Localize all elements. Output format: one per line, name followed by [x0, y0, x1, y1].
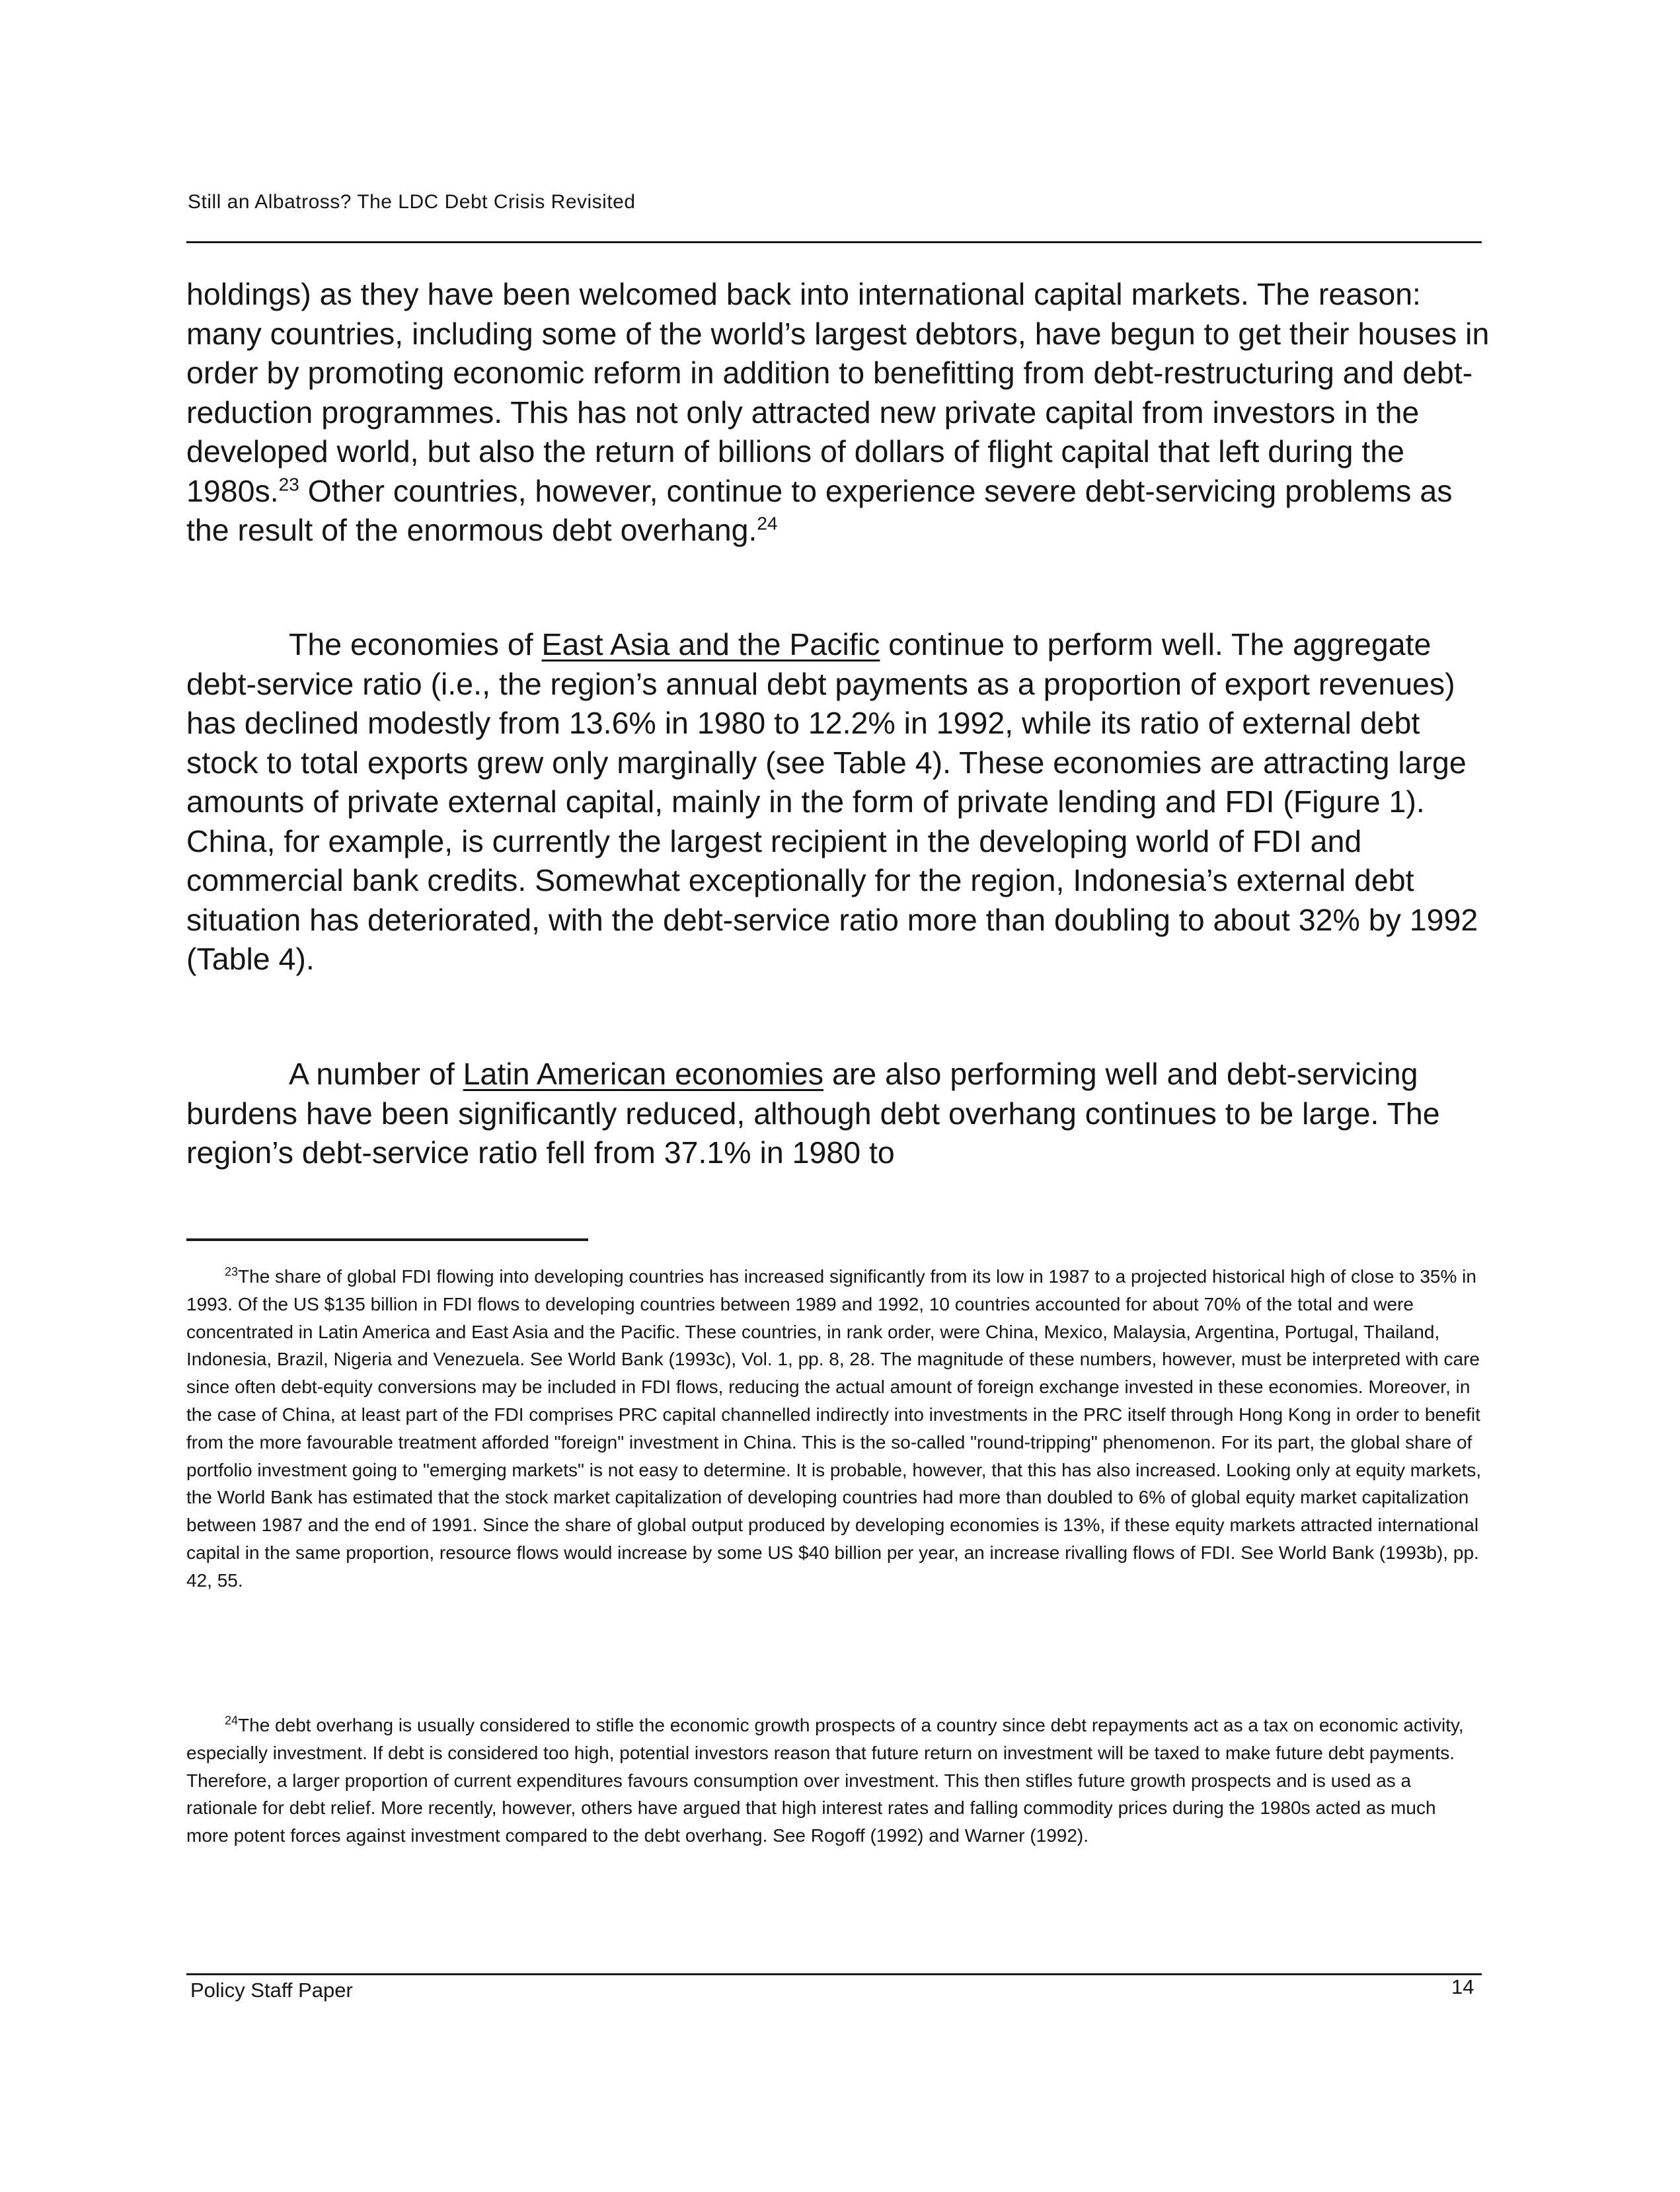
footnote-separator [186, 1238, 588, 1241]
region-heading-latin-america: Latin American economies [463, 1057, 824, 1091]
footnote-24-text: The debt overhang is usually considered to stifle the economic growth prospects of a country since debt repayments act as a tax on economic activity, especially investment. If debt is considered too high, potential investors reason that future return on investment will be taxed to make future debt payments. Therefore, a larger proportion of current expenditures favours consumption over investment. This then stifles future growth prospects and is used as a rationale for debt relief. More recently, however, others have argued that high interest rates and falling commodity prices during the 1980s acted as much more potent forces against investment compared to the debt overhang. See Rogoff (1992) and Warner (1992). [186, 1715, 1464, 1846]
footnote-23 [186, 1263, 1482, 1595]
footer-publication: Policy Staff Paper [190, 1979, 353, 2002]
paragraph-1-text-b: Other countries, however, continue to experience severe debt-servicing problems as the result of the enormous debt overhang. [186, 473, 1453, 547]
paragraph-3-text-b: are also performing well and debt-servicing burdens have been significantly reduced, although debt overhang continues to be large. The region’s debt-service ratio fell from 37.1% in 1980 to [186, 1057, 1440, 1170]
footer-rule [186, 1973, 1482, 1975]
footnote-23-mark: 23 [225, 1265, 239, 1279]
region-heading-east-asia: East Asia and the Pacific [541, 627, 880, 661]
footnote-24-mark: 24 [225, 1714, 239, 1727]
footnote-ref-23: 23 [278, 474, 299, 494]
paragraph-3 [186, 1055, 1492, 1173]
footnote-23-text: The share of global FDI flowing into developing countries has increased significantly from its low in 1987 to a projected historical high of close to 35% in 1993. Of the US $135 billion in FDI flows to developing countries between 1989 and 1992, 10 countries accounted for about 70% of the total and were concentrated in Latin America and East Asia and the Pacific. These countries, in rank order, were China, Mexico, Malaysia, Argentina, Portugal, Thailand, Indonesia, Brazil, Nigeria and Venezuela. See World Bank (1993c), Vol. 1, pp. 8, 28. The magnitude of these numbers, however, must be interpreted with care since often debt-equity conversions may be included in FDI flows, reducing the actual amount of foreign exchange invested in these economies. Moreover, in the case of China, at least part of the FDI comprises PRC capital channelled indirectly into investments in the PRC itself through Hong Kong in order to benefit from the more favourable treatment afforded "foreign" investment in China. This is the so-called "round-tripping" phenomenon. For its part, the global share of portfolio investment going to "emerging markets" is not easy to determine. It is probable, however, that this has also increased. Looking only at equity markets, the World Bank has estimated that the stock market capitalization of developing countries had more than doubled to 6% of global equity market capitalization between 1987 and the end of 1991. Since the share of global output produced by developing economies is 13%, if these equity markets attracted international capital in the same proportion, resource flows would increase by some US $40 billion per year, an increase rivalling flows of FDI. See World Bank (1993b), pp. 42, 55. [186, 1266, 1482, 1591]
footnote-ref-24: 24 [757, 513, 778, 534]
header-rule [186, 241, 1482, 243]
page-number: 14 [1451, 1975, 1474, 1998]
paragraph-2-text-a: The economies of [289, 627, 542, 661]
running-header: Still an Albatross? The LDC Debt Crisis Revisited [188, 191, 636, 213]
paragraph-2-text-b: continue to perform well. The aggregate debt-service ratio (i.e., the region’s annual debt payments as a proportion of export revenues) has declined modestly from 13.6% in 1980 to 12.2% in 1992, while its ratio of external debt stock to total exports grew only marginally (see Table 4). These economies are attracting large amounts of private external capital, mainly in the form of private lending and FDI (Figure 1). China, for example, is currently the largest recipient in the developing world of FDI and commercial bank credits. Somewhat exceptionally for the region, Indonesia’s external debt situation has deteriorated, with the debt-service ratio more than doubling to about 32% by 1992 (Table 4). [186, 627, 1478, 976]
paragraph-2 [186, 625, 1492, 979]
footnote-24 [186, 1712, 1482, 1850]
paragraph-3-text-a: A number of [289, 1057, 463, 1091]
paragraph-1 [186, 275, 1492, 550]
paragraph-1-text-a: holdings) as they have been welcomed back into international capital markets. The reason: many countries, including some of the world’s largest debtors, have begun to get their houses in order by promoting economic reform in addition to benefitting from debt-restructuring and debt-reduction programmes. This has not only attracted new private capital from investors in the developed world, but also the return of billions of dollars of flight capital that left during the 1980s. [186, 277, 1490, 508]
